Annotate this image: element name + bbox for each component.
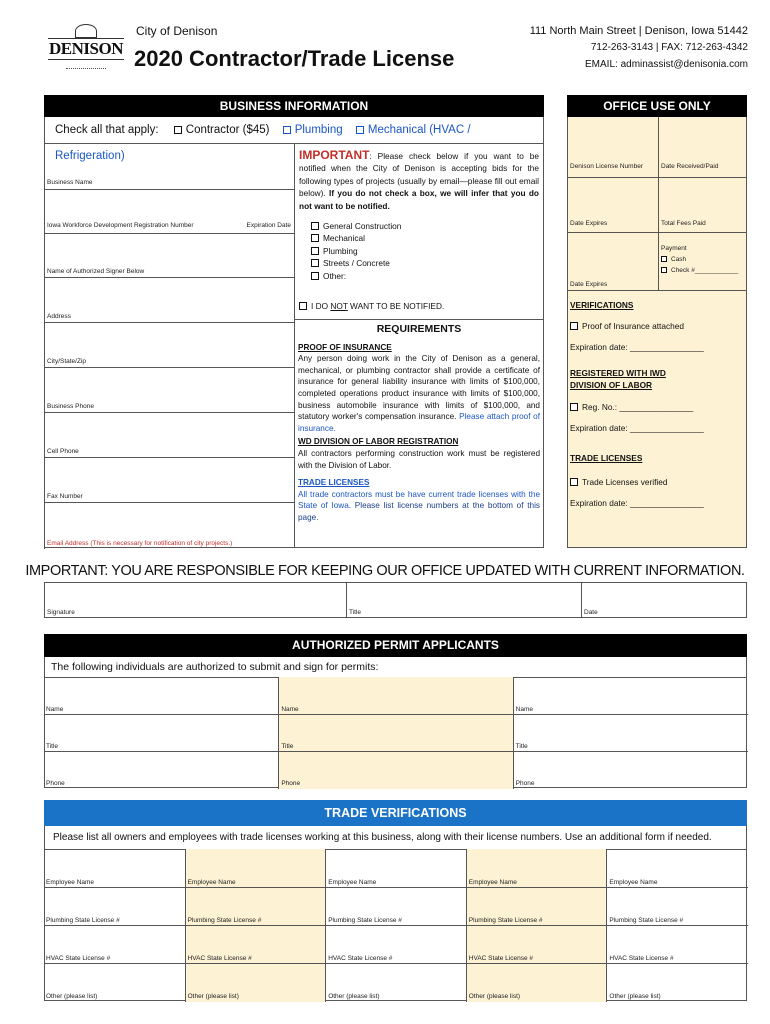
trade-cell[interactable] xyxy=(185,925,327,964)
important-text: IMPORTANT: Please check below if you want to be notified when the City of Denison is accepting bids for the following types of projects (usually by email—please fill out email below). If you do not check a box, we will infer that you do not want to be notified. xyxy=(299,148,539,211)
checkbox[interactable] xyxy=(311,247,319,255)
trade-label: Plumbing State License # xyxy=(328,917,402,924)
registered-heading: REGISTERED WITH IWD DIVISION OF LABOR xyxy=(570,368,666,390)
applicant-label: Phone xyxy=(281,780,301,787)
trade-text: All trade contractors must be have current trade licenses with the State of Iowa. Please list license numbers at the bottom of this page. xyxy=(298,489,541,522)
header-phone: 712-263-3143 | FAX: 712-263-4342 xyxy=(590,42,748,53)
trade-label: Plumbing State License # xyxy=(468,917,543,924)
trade-cell[interactable] xyxy=(44,849,186,888)
trade-label: Employee Name xyxy=(187,879,236,886)
trade-label: Other (please list) xyxy=(187,993,239,1000)
date-expires2-field[interactable]: Date Expires xyxy=(567,232,658,290)
applicant-cell[interactable] xyxy=(44,714,279,752)
trade-label: HVAC State License # xyxy=(187,955,252,962)
proof-heading: PROOF OF INSURANCE xyxy=(298,342,392,352)
trade-grid xyxy=(44,849,747,1001)
signature-field[interactable]: Signature xyxy=(44,582,346,618)
proof-expiration[interactable]: Expiration date: ________________ xyxy=(570,342,704,352)
checkbox[interactable] xyxy=(283,126,291,134)
check-all-row xyxy=(44,117,544,162)
proof-text: Any person doing work in the City of Denison as a general, mechanical, or plumbing contractor shall provide a certificate of insurance for general liability insurance with limits of $100,000, completed operations product insurance with limits of $100,000, business automobile insurance with limits of $100,000, and statutory worker's compensation insurance. Please attach proof of insurance. xyxy=(298,354,541,433)
trade-label: Plumbing State License # xyxy=(46,917,120,924)
trade-label: HVAC State License # xyxy=(328,955,393,962)
signer-name-field[interactable]: Name of Authorized Signer Below xyxy=(44,233,295,277)
applicant-cell[interactable] xyxy=(513,751,748,789)
applicant-label: Name xyxy=(515,706,533,713)
trade-label: Employee Name xyxy=(468,879,517,886)
business-phone-field[interactable]: Business Phone xyxy=(44,367,295,412)
trade-label: HVAC State License # xyxy=(468,955,533,962)
project-general[interactable]: General Construction xyxy=(311,220,539,232)
applicant-cell[interactable] xyxy=(513,677,748,715)
trade-label: Other (please list) xyxy=(328,993,380,1000)
project-streets[interactable]: Streets / Concrete xyxy=(311,257,539,269)
trade-cell[interactable] xyxy=(325,925,467,964)
applicant-cell[interactable] xyxy=(278,751,513,789)
logo xyxy=(48,24,124,78)
date-received-field[interactable]: Date Received/Paid xyxy=(658,117,747,177)
applicant-cell[interactable] xyxy=(513,714,748,752)
trade-label: HVAC State License # xyxy=(46,955,111,962)
city-state-zip-field[interactable]: City/State/Zip xyxy=(44,322,295,367)
trade-intro: Please list all owners and employees with trade licenses working at this business, along with their license numbers. Use an additional form if needed. xyxy=(44,826,747,849)
applicant-label: Phone xyxy=(515,780,535,787)
applicants-grid xyxy=(44,677,747,788)
trade-cell[interactable] xyxy=(606,963,748,1002)
option-plumbing[interactable]: Plumbing xyxy=(283,124,343,136)
total-fees-field[interactable]: Total Fees Paid xyxy=(658,177,747,232)
not-notified-option[interactable]: I DO NOT WANT TO BE NOTIFIED. xyxy=(299,300,539,312)
trade-cell[interactable] xyxy=(325,963,467,1002)
trade-cell[interactable] xyxy=(185,887,327,926)
email-field[interactable]: Email Address (This is necessary for notification of city projects.) xyxy=(44,502,295,549)
checkbox[interactable] xyxy=(299,302,307,310)
trade-label: Employee Name xyxy=(609,879,658,886)
trade-heading: TRADE VERIFICATIONS xyxy=(44,800,747,826)
applicant-label: Title xyxy=(281,743,294,750)
city-name: City of Denison xyxy=(136,24,218,38)
trade-cell[interactable] xyxy=(466,887,608,926)
license-number-field[interactable]: Denison License Number xyxy=(567,117,658,177)
trade-cell[interactable] xyxy=(466,925,608,964)
signature-date-field[interactable]: Date xyxy=(581,582,747,618)
trade-cell[interactable] xyxy=(606,849,748,888)
header-email: EMAIL: adminassist@denisonia.com xyxy=(585,59,748,70)
trade-licenses-heading: TRADE LICENSES xyxy=(570,453,643,463)
checkbox[interactable] xyxy=(570,478,578,486)
applicant-label: Title xyxy=(515,743,528,750)
trade-expiration[interactable]: Expiration date: ________________ xyxy=(570,498,704,508)
reg-no-check[interactable]: Reg. No.: ________________ xyxy=(570,401,745,413)
verifications-heading: VERIFICATIONS xyxy=(570,300,634,310)
trade-label: Plumbing State License # xyxy=(609,917,684,924)
applicants-heading: AUTHORIZED PERMIT APPLICANTS xyxy=(44,634,747,657)
signature-row xyxy=(44,582,747,618)
trade-cell[interactable] xyxy=(44,887,186,926)
project-other[interactable]: Other: xyxy=(311,270,539,282)
wd-heading: WD DIVISION OF LABOR REGISTRATION xyxy=(298,437,459,447)
applicant-label: Phone xyxy=(46,780,65,787)
trade-label: Employee Name xyxy=(46,879,95,886)
payment-field[interactable]: Payment Cash Check #____________ xyxy=(658,232,747,290)
project-types xyxy=(311,220,539,282)
trade-cell[interactable] xyxy=(44,925,186,964)
trade-cell[interactable] xyxy=(325,849,467,888)
payment-check[interactable]: Check #____________ xyxy=(661,265,738,276)
business-fields xyxy=(44,143,294,548)
option-contractor[interactable]: Contractor ($45) xyxy=(174,124,270,136)
trade-cell[interactable] xyxy=(606,925,748,964)
reg-expiration[interactable]: Expiration date: ________________ xyxy=(570,423,704,433)
project-plumbing[interactable]: Plumbing xyxy=(311,245,539,257)
trade-cell[interactable] xyxy=(466,849,608,888)
checkbox[interactable] xyxy=(570,403,578,411)
project-mechanical[interactable]: Mechanical xyxy=(311,232,539,244)
office-heading: OFFICE USE ONLY xyxy=(567,95,747,117)
wd-text: All contractors performing construction work must be registered with the Division of Labor. xyxy=(298,448,540,470)
trade-cell[interactable] xyxy=(325,887,467,926)
trade-label: Plumbing State License # xyxy=(187,917,262,924)
applicant-cell[interactable] xyxy=(44,677,279,715)
trade-heading: TRADE LICENSES xyxy=(298,478,370,488)
trade-cell[interactable] xyxy=(606,887,748,926)
trade-verified-check[interactable]: Trade Licenses verified xyxy=(570,476,745,488)
trade-cell[interactable] xyxy=(185,963,327,1002)
business-heading: BUSINESS INFORMATION xyxy=(44,95,544,117)
checkbox[interactable] xyxy=(311,259,319,267)
header-address: 111 North Main Street | Denison, Iowa 51442 xyxy=(529,25,748,37)
checkbox[interactable] xyxy=(661,267,667,273)
checkbox[interactable] xyxy=(311,222,319,230)
logo-text: DENISON xyxy=(49,39,123,58)
option-mechanical[interactable]: Mechanical (HVAC / Refrigeration) xyxy=(55,124,471,162)
address-field[interactable]: Address xyxy=(44,277,295,322)
checkbox[interactable] xyxy=(311,272,319,280)
signer-title-field[interactable]: Title xyxy=(346,582,581,618)
requirements-section xyxy=(294,319,544,548)
applicant-cell[interactable] xyxy=(278,677,513,715)
applicant-cell[interactable] xyxy=(278,714,513,752)
responsibility-notice: IMPORTANT: YOU ARE RESPONSIBLE FOR KEEPING OUR OFFICE UPDATED WITH CURRENT INFORMATION. xyxy=(25,563,745,579)
logo-tagline-mark xyxy=(66,63,106,69)
check-all-label: Check all that apply: xyxy=(55,124,159,136)
applicant-label: Title xyxy=(46,743,59,750)
applicant-cell[interactable] xyxy=(44,751,279,789)
office-panel xyxy=(567,117,747,548)
trade-label: Employee Name xyxy=(328,879,377,886)
date-expires-field[interactable]: Date Expires xyxy=(567,177,658,232)
checkbox[interactable] xyxy=(356,126,364,134)
trade-cell[interactable] xyxy=(466,963,608,1002)
crest-icon xyxy=(75,24,97,38)
verifications-block xyxy=(568,290,747,509)
applicant-label: Name xyxy=(281,706,299,713)
applicant-label: Name xyxy=(46,706,64,713)
applicants-intro: The following individuals are authorized to submit and sign for permits: xyxy=(44,657,747,677)
page-title: 2020 Contractor/Trade License xyxy=(134,46,455,71)
business-name-field[interactable]: Business Name xyxy=(44,144,295,189)
trade-label: Other (please list) xyxy=(468,993,521,1000)
cell-phone-field[interactable]: Cell Phone xyxy=(44,412,295,457)
checkbox[interactable] xyxy=(570,322,578,330)
trade-cell[interactable] xyxy=(185,849,327,888)
checkbox[interactable] xyxy=(661,256,667,262)
checkbox[interactable] xyxy=(311,234,319,242)
trade-cell[interactable] xyxy=(44,963,186,1002)
proof-attached-check[interactable]: Proof of Insurance attached xyxy=(570,320,745,332)
trade-label: Other (please list) xyxy=(46,993,98,1000)
trade-label: Other (please list) xyxy=(609,993,661,1000)
iwd-number-field[interactable]: Iowa Workforce Development Registration Number Expiration Date xyxy=(44,189,295,233)
requirements-heading: REQUIREMENTS xyxy=(376,323,462,335)
expiration-date-label: Expiration Date xyxy=(246,222,291,229)
trade-label: HVAC State License # xyxy=(609,955,674,962)
fax-number-field[interactable]: Fax Number xyxy=(44,457,295,502)
payment-cash[interactable]: Cash xyxy=(661,254,738,265)
checkbox[interactable] xyxy=(174,126,182,134)
